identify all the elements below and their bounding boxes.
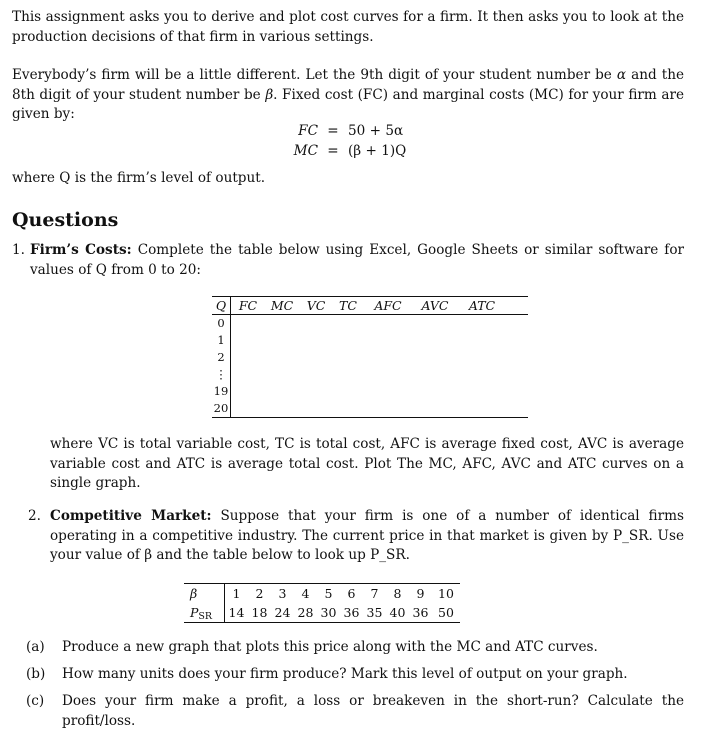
table-cell: 30 xyxy=(320,605,337,620)
equation-lhs: MC xyxy=(293,143,318,159)
table-cell: 3 xyxy=(278,586,287,601)
sub-question-c xyxy=(26,692,684,731)
cost-table xyxy=(212,296,528,418)
table-cell: 2 xyxy=(217,350,225,364)
table-header-cell: ATC xyxy=(468,298,496,313)
sub-question-a xyxy=(26,638,684,658)
sub-question-text: Does your firm make a profit, a loss or breakeven in the short-run? Calculate the profit/loss. xyxy=(62,693,684,729)
setup-text-mid: and the 8th digit of your student number be xyxy=(12,67,684,103)
table-cell: ⋮ xyxy=(215,367,227,381)
row-label-subscript: SR xyxy=(198,611,213,622)
table-cell: 8 xyxy=(393,586,402,601)
table-cell: 2 xyxy=(255,586,264,601)
equation-equals: = xyxy=(327,143,339,159)
cost-table-header xyxy=(212,297,528,315)
table-cell: 5 xyxy=(324,586,333,601)
equation-equals: = xyxy=(327,123,339,139)
setup-paragraph xyxy=(12,66,684,125)
table-cell: 10 xyxy=(438,586,454,601)
price-table xyxy=(184,583,460,623)
table-header-cell: TC xyxy=(339,298,357,313)
row-label xyxy=(184,603,225,622)
table-cell: 6 xyxy=(347,586,356,601)
table-cell: 50 xyxy=(438,605,454,620)
sub-question-label: (c) xyxy=(26,693,45,709)
setup-text-after: . Fixed cost (FC) and marginal costs (MC) for your firm are given by: xyxy=(12,86,684,122)
where-text: where Q is the firm’s level of output. xyxy=(12,170,266,186)
price-table-row-psr xyxy=(184,603,460,622)
table-cell: 7 xyxy=(370,586,379,601)
table-cell: 20 xyxy=(213,401,229,415)
table-cell: 9 xyxy=(416,586,425,601)
equation-lhs: FC xyxy=(298,123,318,139)
questions-heading: Questions xyxy=(12,209,119,231)
sub-question-text: Produce a new graph that plots this price along with the MC and ATC curves. xyxy=(62,639,598,655)
equation-fc xyxy=(282,121,406,141)
table-cell: 36 xyxy=(412,605,429,620)
table-cell: 40 xyxy=(389,605,406,620)
table-cell: 28 xyxy=(297,605,314,620)
beta-symbol: β xyxy=(265,86,274,103)
table-header-cell: AFC xyxy=(374,298,402,313)
sub-question-label: (a) xyxy=(26,639,45,655)
table-cell: 1 xyxy=(217,333,225,347)
table-header-cell: Q xyxy=(212,297,231,314)
table-header-cell: VC xyxy=(306,298,326,313)
question-text: Suppose that your firm is one of a number of identical firms operating in a competitive industry. The current price in that market is given by P_SR. Use your value of β and the table below to look up P_SR. xyxy=(50,508,684,563)
table-cell: 0 xyxy=(217,316,225,330)
table-cell: 24 xyxy=(274,605,291,620)
table-cell: 19 xyxy=(213,384,229,398)
table-header-cell: FC xyxy=(238,298,258,313)
row-label-main: P xyxy=(190,605,199,620)
equation-rhs: (β + 1)Q xyxy=(348,143,407,159)
table-cell: 4 xyxy=(301,586,310,601)
question-2 xyxy=(28,507,684,566)
table-cell: 14 xyxy=(228,605,245,620)
question-title: Firm’s Costs: xyxy=(30,242,132,258)
question-number: 1. xyxy=(12,242,25,258)
cost-table-body xyxy=(212,315,528,417)
alpha-symbol: α xyxy=(616,67,627,83)
equation-mc xyxy=(282,141,406,161)
table-header-cell: AVC xyxy=(421,298,449,313)
price-table-row-beta xyxy=(184,584,460,603)
question-1-followup: where VC is total variable cost, TC is total cost, AFC is average fixed cost, AVC is average variable cost and ATC is average total cost. Plot The MC, AFC, AVC and ATC curves on a single graph. xyxy=(50,436,684,491)
table-header-cell: MC xyxy=(270,298,294,313)
question-number: 2. xyxy=(28,508,41,524)
table-cell: 35 xyxy=(366,605,383,620)
sub-question-text: How many units does your firm produce? Mark this level of output on your graph. xyxy=(62,666,628,682)
row-label: β xyxy=(184,584,225,603)
intro-paragraph: This assignment asks you to derive and plot cost curves for a firm. It then asks you to look at the production decisions of that firm in various settings. xyxy=(12,9,684,45)
sub-question-b xyxy=(26,665,684,685)
equation-rhs: 50 + 5α xyxy=(348,123,404,139)
question-text: Complete the table below using Excel, Google Sheets or similar software for values of Q from 0 to 20: xyxy=(30,242,685,278)
table-cell: 1 xyxy=(232,586,241,601)
table-cell: 18 xyxy=(251,605,268,620)
setup-text-before: Everybody’s firm will be a little different. Let the 9th digit of your student number be xyxy=(12,67,612,83)
q-column xyxy=(212,315,231,417)
sub-question-label: (b) xyxy=(26,666,46,682)
question-title: Competitive Market: xyxy=(50,508,212,524)
cost-equations xyxy=(282,121,406,161)
question-1 xyxy=(12,241,685,280)
table-cell: 36 xyxy=(343,605,360,620)
